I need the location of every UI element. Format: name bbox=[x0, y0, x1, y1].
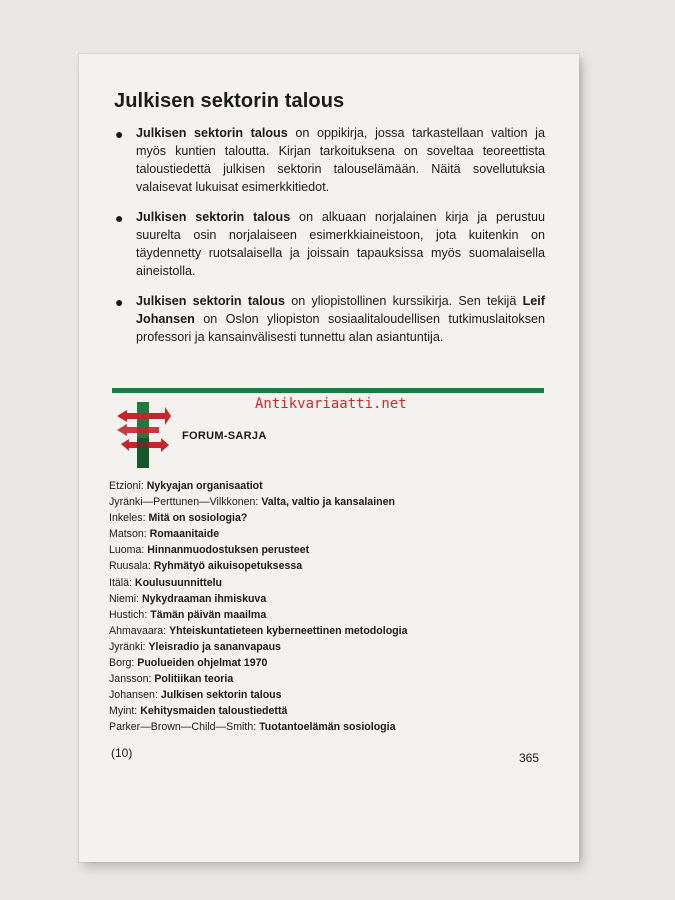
list-title: Valta, valtio ja kansalainen bbox=[261, 496, 395, 509]
list-author: Hustich: bbox=[109, 608, 151, 621]
list-item bbox=[109, 623, 549, 639]
list-author: Matson: bbox=[109, 528, 150, 541]
list-title: Ryhmätyö aikuisopetuksessa bbox=[153, 560, 303, 573]
list-title: Romaanitaide bbox=[149, 528, 220, 541]
list-item bbox=[109, 655, 549, 671]
list-title: Kehitysmaiden taloustiedettä bbox=[140, 705, 288, 718]
list-author: Borg: bbox=[109, 657, 138, 670]
list-title: Mitä on sosiologia? bbox=[148, 512, 248, 525]
description-text: on Oslon yliopiston sosiaalitaloudellisen tutkimuslaitoksen professori ja kansainvälisesti tunnettu alan asiantuntija. bbox=[136, 312, 545, 344]
list-item bbox=[109, 494, 549, 510]
list-author: Parker—Brown—Child—Smith: bbox=[109, 721, 260, 734]
book-edge bbox=[579, 58, 585, 858]
list-item bbox=[109, 542, 549, 558]
list-title: Yleisradio ja sananvapaus bbox=[148, 640, 281, 653]
list-author: Luoma: bbox=[109, 544, 148, 557]
list-author: Niemi: bbox=[109, 592, 142, 605]
list-title: Nykydraaman ihmiskuva bbox=[141, 592, 267, 605]
list-title: Puolueiden ohjelmat 1970 bbox=[137, 657, 268, 670]
list-author: Jansson: bbox=[109, 673, 155, 686]
forum-logo-icon bbox=[115, 400, 171, 470]
list-author: Etzioni: bbox=[109, 480, 147, 492]
list-item bbox=[109, 719, 549, 735]
list-author: Inkeles: bbox=[109, 512, 149, 525]
description-list bbox=[115, 124, 545, 358]
list-item bbox=[109, 510, 549, 526]
bullet-icon: ● bbox=[115, 294, 124, 310]
series-label: FORUM-SARJA bbox=[182, 430, 267, 442]
book-title-mention: Julkisen sektorin talous bbox=[136, 126, 288, 140]
description-item bbox=[115, 124, 545, 196]
series-number: (10) bbox=[111, 746, 133, 760]
list-item bbox=[109, 671, 549, 687]
description-item bbox=[115, 292, 545, 346]
list-item bbox=[109, 703, 549, 719]
list-item bbox=[109, 687, 549, 703]
series-book-list bbox=[109, 478, 549, 736]
list-item bbox=[109, 639, 549, 655]
description-text: on yliopistollinen kurssikirja. Sen tekijä bbox=[284, 294, 523, 308]
list-title: Julkisen sektorin talous bbox=[160, 689, 282, 702]
watermark-text: Antikvariaatti.net bbox=[255, 396, 407, 412]
list-title: Tuotantoelämän sosiologia bbox=[259, 721, 396, 734]
product-number: 365 bbox=[519, 751, 540, 765]
list-title: Politiikan teoria bbox=[154, 673, 234, 686]
book-title: Julkisen sektorin talous bbox=[114, 90, 345, 112]
list-author: Myint: bbox=[109, 705, 141, 718]
list-title: Tämän päivän maailma bbox=[150, 608, 267, 621]
list-item bbox=[109, 607, 549, 623]
list-author: Jyränki: bbox=[109, 640, 149, 653]
list-title: Yhteiskuntatieteen kyberneettinen metodologia bbox=[169, 624, 408, 637]
list-item bbox=[109, 526, 549, 542]
book-back-cover bbox=[79, 54, 579, 862]
list-item bbox=[109, 591, 549, 607]
bullet-icon: ● bbox=[115, 210, 124, 226]
list-author: Ruusala: bbox=[109, 560, 154, 573]
author-name: Leif Johansen bbox=[136, 294, 545, 326]
book-title-mention: Julkisen sektorin talous bbox=[136, 210, 291, 224]
bullet-icon: ● bbox=[115, 126, 124, 142]
list-author: Johansen: bbox=[109, 689, 161, 702]
list-item bbox=[109, 575, 549, 591]
green-divider bbox=[112, 388, 544, 393]
list-author: Ahmavaara: bbox=[109, 624, 170, 637]
list-item bbox=[109, 478, 549, 494]
description-text: on alkuaan norjalainen kirja ja perustuu suurelta osin norjalaiseen esimerkkiaineistoon, jota kuitenkin on täydennetty ruotsalaisella ja joissain tapauksissa myös suomalaisella aineistolla. bbox=[136, 210, 545, 278]
list-item bbox=[109, 558, 549, 574]
list-author: Itälä: bbox=[109, 576, 135, 589]
book-title-mention: Julkisen sektorin talous bbox=[136, 294, 285, 308]
description-text: on oppikirja, jossa tarkastellaan valtion ja myös kuntien taloutta. Kirjan tarkoituksena on soveltaa teoreettista taloustiedettä julkisen sektorin talouselämään. Näitä sovellutuksia valaisevat lukuisat esimerkkitiedot. bbox=[136, 126, 545, 194]
list-title: Nykyajan organisaatiot bbox=[146, 480, 263, 492]
list-author: Jyränki—Perttunen—Vilkkonen: bbox=[109, 496, 262, 509]
list-title: Koulusuunnittelu bbox=[134, 576, 223, 589]
list-title: Hinnanmuodostuksen perusteet bbox=[147, 544, 310, 557]
description-item bbox=[115, 208, 545, 280]
